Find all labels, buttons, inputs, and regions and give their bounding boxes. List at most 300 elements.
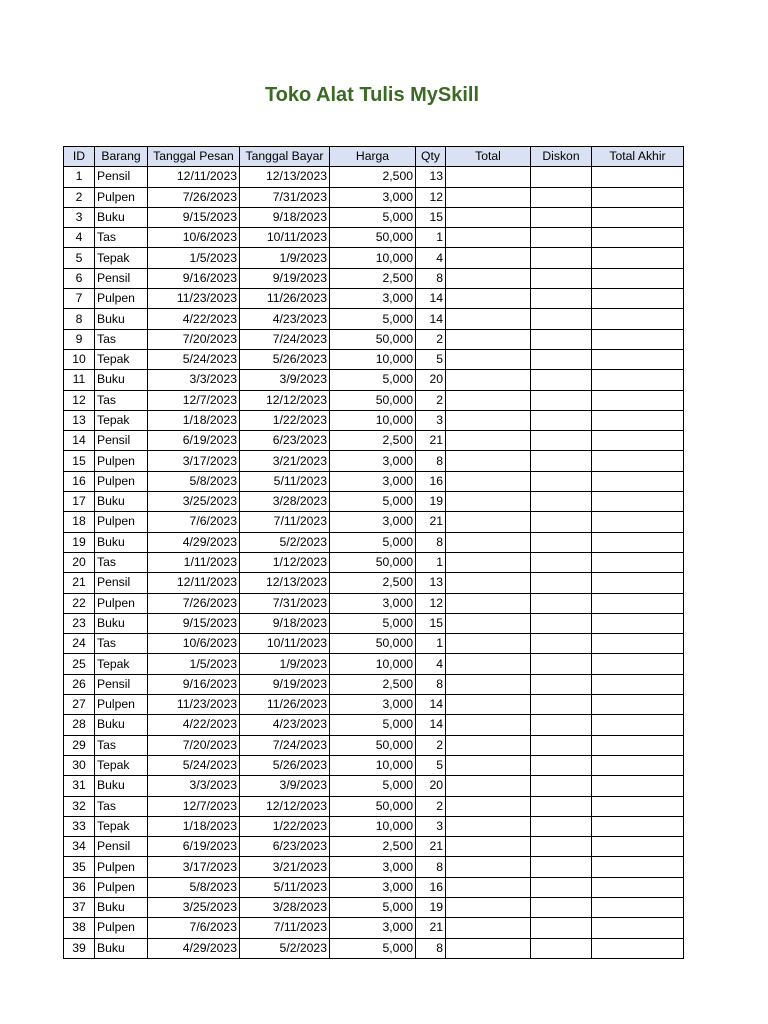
cell-tanggal-pesan[interactable]: 1/5/2023 [148, 248, 240, 268]
cell-tanggal-bayar[interactable]: 9/18/2023 [240, 613, 330, 633]
cell-diskon[interactable] [531, 329, 592, 349]
cell-qty[interactable]: 21 [416, 431, 446, 451]
cell-tanggal-pesan[interactable]: 11/23/2023 [148, 695, 240, 715]
cell-id[interactable]: 21 [64, 573, 95, 593]
cell-harga[interactable]: 10,000 [330, 816, 416, 836]
cell-tanggal-bayar[interactable]: 7/11/2023 [240, 918, 330, 938]
column-header-id[interactable]: ID [64, 147, 95, 167]
cell-tanggal-bayar[interactable]: 7/24/2023 [240, 735, 330, 755]
cell-total[interactable] [446, 857, 531, 877]
cell-tanggal-bayar[interactable]: 3/9/2023 [240, 370, 330, 390]
cell-diskon[interactable] [531, 634, 592, 654]
cell-tanggal-bayar[interactable]: 1/22/2023 [240, 410, 330, 430]
cell-total[interactable] [446, 248, 531, 268]
cell-tanggal-bayar[interactable]: 6/23/2023 [240, 837, 330, 857]
cell-total-akhir[interactable] [592, 776, 684, 796]
cell-barang[interactable]: Pulpen [95, 451, 148, 471]
cell-diskon[interactable] [531, 390, 592, 410]
cell-tanggal-pesan[interactable]: 12/11/2023 [148, 167, 240, 187]
cell-diskon[interactable] [531, 776, 592, 796]
cell-id[interactable]: 34 [64, 837, 95, 857]
cell-total-akhir[interactable] [592, 938, 684, 958]
cell-barang[interactable]: Buku [95, 776, 148, 796]
cell-id[interactable]: 29 [64, 735, 95, 755]
cell-tanggal-bayar[interactable]: 1/9/2023 [240, 654, 330, 674]
cell-diskon[interactable] [531, 593, 592, 613]
cell-tanggal-pesan[interactable]: 7/6/2023 [148, 918, 240, 938]
cell-tanggal-pesan[interactable]: 6/19/2023 [148, 431, 240, 451]
cell-id[interactable]: 25 [64, 654, 95, 674]
cell-qty[interactable]: 5 [416, 349, 446, 369]
cell-tanggal-bayar[interactable]: 5/26/2023 [240, 755, 330, 775]
cell-barang[interactable]: Buku [95, 309, 148, 329]
cell-barang[interactable]: Tepak [95, 654, 148, 674]
cell-id[interactable]: 12 [64, 390, 95, 410]
cell-tanggal-bayar[interactable]: 7/31/2023 [240, 187, 330, 207]
cell-tanggal-pesan[interactable]: 9/15/2023 [148, 207, 240, 227]
cell-tanggal-pesan[interactable]: 5/24/2023 [148, 755, 240, 775]
cell-barang[interactable]: Pensil [95, 268, 148, 288]
cell-qty[interactable]: 2 [416, 329, 446, 349]
cell-tanggal-pesan[interactable]: 9/16/2023 [148, 674, 240, 694]
cell-barang[interactable]: Tas [95, 796, 148, 816]
cell-qty[interactable]: 20 [416, 370, 446, 390]
cell-diskon[interactable] [531, 918, 592, 938]
cell-qty[interactable]: 13 [416, 573, 446, 593]
cell-total-akhir[interactable] [592, 816, 684, 836]
cell-barang[interactable]: Pensil [95, 167, 148, 187]
cell-total[interactable] [446, 715, 531, 735]
cell-tanggal-pesan[interactable]: 3/3/2023 [148, 370, 240, 390]
cell-qty[interactable]: 19 [416, 492, 446, 512]
cell-tanggal-bayar[interactable]: 3/28/2023 [240, 492, 330, 512]
cell-qty[interactable]: 14 [416, 715, 446, 735]
cell-qty[interactable]: 2 [416, 796, 446, 816]
cell-total[interactable] [446, 512, 531, 532]
cell-id[interactable]: 18 [64, 512, 95, 532]
cell-diskon[interactable] [531, 796, 592, 816]
cell-barang[interactable]: Buku [95, 370, 148, 390]
cell-qty[interactable]: 2 [416, 390, 446, 410]
cell-total-akhir[interactable] [592, 167, 684, 187]
cell-barang[interactable]: Pulpen [95, 471, 148, 491]
cell-qty[interactable]: 8 [416, 268, 446, 288]
cell-tanggal-bayar[interactable]: 7/24/2023 [240, 329, 330, 349]
cell-harga[interactable]: 2,500 [330, 837, 416, 857]
cell-qty[interactable]: 8 [416, 451, 446, 471]
cell-qty[interactable]: 21 [416, 837, 446, 857]
cell-tanggal-bayar[interactable]: 11/26/2023 [240, 695, 330, 715]
cell-total-akhir[interactable] [592, 918, 684, 938]
cell-tanggal-pesan[interactable]: 1/11/2023 [148, 552, 240, 572]
cell-total-akhir[interactable] [592, 248, 684, 268]
cell-id[interactable]: 38 [64, 918, 95, 938]
cell-total-akhir[interactable] [592, 634, 684, 654]
cell-total-akhir[interactable] [592, 552, 684, 572]
cell-total-akhir[interactable] [592, 674, 684, 694]
cell-diskon[interactable] [531, 512, 592, 532]
cell-harga[interactable]: 3,000 [330, 857, 416, 877]
cell-total[interactable] [446, 613, 531, 633]
cell-harga[interactable]: 3,000 [330, 187, 416, 207]
cell-barang[interactable]: Tas [95, 390, 148, 410]
cell-barang[interactable]: Buku [95, 492, 148, 512]
cell-id[interactable]: 4 [64, 228, 95, 248]
cell-barang[interactable]: Pulpen [95, 289, 148, 309]
cell-id[interactable]: 15 [64, 451, 95, 471]
cell-tanggal-bayar[interactable]: 5/26/2023 [240, 349, 330, 369]
cell-tanggal-bayar[interactable]: 10/11/2023 [240, 634, 330, 654]
cell-total-akhir[interactable] [592, 877, 684, 897]
cell-harga[interactable]: 3,000 [330, 451, 416, 471]
cell-barang[interactable]: Pulpen [95, 877, 148, 897]
cell-tanggal-pesan[interactable]: 5/24/2023 [148, 349, 240, 369]
cell-tanggal-bayar[interactable]: 5/2/2023 [240, 938, 330, 958]
cell-total[interactable] [446, 309, 531, 329]
cell-total[interactable] [446, 695, 531, 715]
cell-barang[interactable]: Buku [95, 613, 148, 633]
cell-harga[interactable]: 10,000 [330, 410, 416, 430]
cell-barang[interactable]: Tas [95, 552, 148, 572]
cell-barang[interactable]: Pensil [95, 431, 148, 451]
cell-qty[interactable]: 12 [416, 187, 446, 207]
cell-barang[interactable]: Pulpen [95, 857, 148, 877]
cell-tanggal-bayar[interactable]: 1/9/2023 [240, 248, 330, 268]
column-header-total[interactable]: Total [446, 147, 531, 167]
cell-total[interactable] [446, 877, 531, 897]
cell-harga[interactable]: 5,000 [330, 207, 416, 227]
cell-barang[interactable]: Buku [95, 938, 148, 958]
cell-id[interactable]: 17 [64, 492, 95, 512]
cell-total-akhir[interactable] [592, 735, 684, 755]
cell-diskon[interactable] [531, 877, 592, 897]
cell-id[interactable]: 1 [64, 167, 95, 187]
cell-total-akhir[interactable] [592, 695, 684, 715]
cell-qty[interactable]: 15 [416, 613, 446, 633]
cell-total-akhir[interactable] [592, 492, 684, 512]
cell-barang[interactable]: Pulpen [95, 918, 148, 938]
column-header-total-akhir[interactable]: Total Akhir [592, 147, 684, 167]
cell-barang[interactable]: Pulpen [95, 512, 148, 532]
cell-total[interactable] [446, 897, 531, 917]
cell-id[interactable]: 10 [64, 349, 95, 369]
cell-diskon[interactable] [531, 755, 592, 775]
cell-total[interactable] [446, 573, 531, 593]
cell-id[interactable]: 11 [64, 370, 95, 390]
cell-total-akhir[interactable] [592, 431, 684, 451]
cell-total[interactable] [446, 532, 531, 552]
cell-qty[interactable]: 1 [416, 634, 446, 654]
cell-total[interactable] [446, 837, 531, 857]
cell-id[interactable]: 14 [64, 431, 95, 451]
cell-qty[interactable]: 1 [416, 228, 446, 248]
cell-total[interactable] [446, 471, 531, 491]
cell-diskon[interactable] [531, 248, 592, 268]
cell-total[interactable] [446, 390, 531, 410]
cell-barang[interactable]: Buku [95, 897, 148, 917]
cell-total[interactable] [446, 207, 531, 227]
cell-harga[interactable]: 2,500 [330, 573, 416, 593]
cell-id[interactable]: 30 [64, 755, 95, 775]
cell-qty[interactable]: 8 [416, 857, 446, 877]
cell-total-akhir[interactable] [592, 289, 684, 309]
cell-id[interactable]: 9 [64, 329, 95, 349]
cell-qty[interactable]: 15 [416, 207, 446, 227]
cell-total-akhir[interactable] [592, 349, 684, 369]
cell-harga[interactable]: 3,000 [330, 289, 416, 309]
cell-tanggal-pesan[interactable]: 3/3/2023 [148, 776, 240, 796]
cell-total-akhir[interactable] [592, 309, 684, 329]
cell-id[interactable]: 2 [64, 187, 95, 207]
cell-harga[interactable]: 3,000 [330, 918, 416, 938]
cell-id[interactable]: 20 [64, 552, 95, 572]
cell-total-akhir[interactable] [592, 228, 684, 248]
cell-qty[interactable]: 3 [416, 410, 446, 430]
cell-tanggal-pesan[interactable]: 7/26/2023 [148, 187, 240, 207]
cell-id[interactable]: 5 [64, 248, 95, 268]
cell-total-akhir[interactable] [592, 410, 684, 430]
cell-tanggal-bayar[interactable]: 3/21/2023 [240, 857, 330, 877]
cell-tanggal-pesan[interactable]: 9/15/2023 [148, 613, 240, 633]
cell-qty[interactable]: 21 [416, 512, 446, 532]
cell-tanggal-pesan[interactable]: 6/19/2023 [148, 837, 240, 857]
cell-tanggal-bayar[interactable]: 12/12/2023 [240, 796, 330, 816]
cell-qty[interactable]: 12 [416, 593, 446, 613]
cell-qty[interactable]: 16 [416, 471, 446, 491]
cell-id[interactable]: 24 [64, 634, 95, 654]
cell-total-akhir[interactable] [592, 613, 684, 633]
cell-total[interactable] [446, 329, 531, 349]
cell-harga[interactable]: 5,000 [330, 309, 416, 329]
cell-harga[interactable]: 50,000 [330, 796, 416, 816]
cell-id[interactable]: 6 [64, 268, 95, 288]
cell-tanggal-pesan[interactable]: 9/16/2023 [148, 268, 240, 288]
cell-qty[interactable]: 13 [416, 167, 446, 187]
cell-harga[interactable]: 5,000 [330, 776, 416, 796]
cell-harga[interactable]: 50,000 [330, 735, 416, 755]
cell-harga[interactable]: 3,000 [330, 593, 416, 613]
cell-harga[interactable]: 3,000 [330, 877, 416, 897]
cell-tanggal-pesan[interactable]: 7/6/2023 [148, 512, 240, 532]
cell-harga[interactable]: 5,000 [330, 613, 416, 633]
cell-qty[interactable]: 3 [416, 816, 446, 836]
cell-harga[interactable]: 3,000 [330, 695, 416, 715]
cell-diskon[interactable] [531, 695, 592, 715]
cell-diskon[interactable] [531, 816, 592, 836]
cell-total-akhir[interactable] [592, 390, 684, 410]
cell-total[interactable] [446, 431, 531, 451]
cell-total[interactable] [446, 755, 531, 775]
cell-barang[interactable]: Tas [95, 228, 148, 248]
cell-diskon[interactable] [531, 370, 592, 390]
cell-total[interactable] [446, 735, 531, 755]
cell-tanggal-pesan[interactable]: 1/5/2023 [148, 654, 240, 674]
cell-diskon[interactable] [531, 349, 592, 369]
cell-total[interactable] [446, 268, 531, 288]
cell-harga[interactable]: 3,000 [330, 512, 416, 532]
cell-qty[interactable]: 14 [416, 289, 446, 309]
cell-barang[interactable]: Tepak [95, 755, 148, 775]
cell-total-akhir[interactable] [592, 187, 684, 207]
cell-barang[interactable]: Tepak [95, 248, 148, 268]
cell-harga[interactable]: 5,000 [330, 532, 416, 552]
column-header-tanggal-pesan[interactable]: Tanggal Pesan [148, 147, 240, 167]
cell-id[interactable]: 33 [64, 816, 95, 836]
cell-harga[interactable]: 5,000 [330, 897, 416, 917]
cell-total-akhir[interactable] [592, 593, 684, 613]
column-header-qty[interactable]: Qty [416, 147, 446, 167]
cell-diskon[interactable] [531, 573, 592, 593]
cell-diskon[interactable] [531, 167, 592, 187]
cell-diskon[interactable] [531, 492, 592, 512]
cell-barang[interactable]: Buku [95, 532, 148, 552]
cell-qty[interactable]: 4 [416, 654, 446, 674]
cell-id[interactable]: 16 [64, 471, 95, 491]
cell-tanggal-bayar[interactable]: 5/2/2023 [240, 532, 330, 552]
cell-harga[interactable]: 5,000 [330, 715, 416, 735]
cell-qty[interactable]: 2 [416, 735, 446, 755]
cell-diskon[interactable] [531, 471, 592, 491]
cell-tanggal-pesan[interactable]: 1/18/2023 [148, 410, 240, 430]
cell-qty[interactable]: 20 [416, 776, 446, 796]
cell-tanggal-pesan[interactable]: 4/22/2023 [148, 715, 240, 735]
cell-barang[interactable]: Pensil [95, 837, 148, 857]
column-header-harga[interactable]: Harga [330, 147, 416, 167]
cell-barang[interactable]: Tepak [95, 410, 148, 430]
cell-harga[interactable]: 10,000 [330, 349, 416, 369]
cell-id[interactable]: 7 [64, 289, 95, 309]
cell-tanggal-pesan[interactable]: 3/25/2023 [148, 897, 240, 917]
cell-total[interactable] [446, 634, 531, 654]
cell-qty[interactable]: 5 [416, 755, 446, 775]
cell-total-akhir[interactable] [592, 755, 684, 775]
cell-qty[interactable]: 16 [416, 877, 446, 897]
cell-qty[interactable]: 14 [416, 695, 446, 715]
cell-id[interactable]: 26 [64, 674, 95, 694]
cell-harga[interactable]: 5,000 [330, 370, 416, 390]
cell-total-akhir[interactable] [592, 512, 684, 532]
cell-diskon[interactable] [531, 837, 592, 857]
cell-tanggal-pesan[interactable]: 11/23/2023 [148, 289, 240, 309]
cell-total[interactable] [446, 451, 531, 471]
cell-total-akhir[interactable] [592, 796, 684, 816]
cell-diskon[interactable] [531, 897, 592, 917]
cell-tanggal-pesan[interactable]: 10/6/2023 [148, 228, 240, 248]
cell-diskon[interactable] [531, 938, 592, 958]
cell-qty[interactable]: 8 [416, 674, 446, 694]
cell-tanggal-bayar[interactable]: 3/21/2023 [240, 451, 330, 471]
cell-tanggal-pesan[interactable]: 10/6/2023 [148, 634, 240, 654]
cell-total-akhir[interactable] [592, 573, 684, 593]
cell-total[interactable] [446, 289, 531, 309]
cell-qty[interactable]: 8 [416, 938, 446, 958]
cell-tanggal-bayar[interactable]: 4/23/2023 [240, 715, 330, 735]
cell-total-akhir[interactable] [592, 268, 684, 288]
cell-diskon[interactable] [531, 309, 592, 329]
cell-diskon[interactable] [531, 289, 592, 309]
cell-tanggal-pesan[interactable]: 5/8/2023 [148, 877, 240, 897]
cell-total[interactable] [446, 593, 531, 613]
cell-total-akhir[interactable] [592, 471, 684, 491]
cell-harga[interactable]: 10,000 [330, 248, 416, 268]
cell-tanggal-bayar[interactable]: 9/19/2023 [240, 268, 330, 288]
cell-diskon[interactable] [531, 410, 592, 430]
cell-id[interactable]: 28 [64, 715, 95, 735]
cell-qty[interactable]: 14 [416, 309, 446, 329]
cell-diskon[interactable] [531, 228, 592, 248]
cell-total[interactable] [446, 492, 531, 512]
cell-harga[interactable]: 3,000 [330, 471, 416, 491]
cell-id[interactable]: 37 [64, 897, 95, 917]
cell-diskon[interactable] [531, 187, 592, 207]
cell-barang[interactable]: Tepak [95, 816, 148, 836]
cell-diskon[interactable] [531, 532, 592, 552]
column-header-barang[interactable]: Barang [95, 147, 148, 167]
cell-barang[interactable]: Tas [95, 329, 148, 349]
cell-id[interactable]: 39 [64, 938, 95, 958]
cell-total[interactable] [446, 228, 531, 248]
cell-total[interactable] [446, 816, 531, 836]
cell-tanggal-pesan[interactable]: 7/20/2023 [148, 329, 240, 349]
cell-harga[interactable]: 50,000 [330, 552, 416, 572]
cell-id[interactable]: 13 [64, 410, 95, 430]
cell-diskon[interactable] [531, 674, 592, 694]
cell-total[interactable] [446, 654, 531, 674]
cell-barang[interactable]: Pensil [95, 573, 148, 593]
cell-total[interactable] [446, 167, 531, 187]
cell-tanggal-pesan[interactable]: 3/17/2023 [148, 451, 240, 471]
cell-id[interactable]: 23 [64, 613, 95, 633]
cell-barang[interactable]: Pulpen [95, 187, 148, 207]
cell-barang[interactable]: Tas [95, 735, 148, 755]
cell-total-akhir[interactable] [592, 532, 684, 552]
cell-harga[interactable]: 50,000 [330, 390, 416, 410]
cell-harga[interactable]: 2,500 [330, 268, 416, 288]
cell-tanggal-bayar[interactable]: 10/11/2023 [240, 228, 330, 248]
cell-tanggal-pesan[interactable]: 5/8/2023 [148, 471, 240, 491]
cell-total-akhir[interactable] [592, 207, 684, 227]
cell-id[interactable]: 8 [64, 309, 95, 329]
cell-id[interactable]: 32 [64, 796, 95, 816]
cell-total[interactable] [446, 938, 531, 958]
cell-tanggal-pesan[interactable]: 7/26/2023 [148, 593, 240, 613]
cell-id[interactable]: 36 [64, 877, 95, 897]
cell-barang[interactable]: Tas [95, 634, 148, 654]
cell-tanggal-bayar[interactable]: 1/12/2023 [240, 552, 330, 572]
cell-harga[interactable]: 5,000 [330, 492, 416, 512]
cell-total[interactable] [446, 552, 531, 572]
cell-total[interactable] [446, 796, 531, 816]
cell-tanggal-bayar[interactable]: 12/13/2023 [240, 573, 330, 593]
cell-total[interactable] [446, 410, 531, 430]
cell-barang[interactable]: Pensil [95, 674, 148, 694]
cell-diskon[interactable] [531, 654, 592, 674]
cell-total-akhir[interactable] [592, 654, 684, 674]
cell-qty[interactable]: 21 [416, 918, 446, 938]
cell-total[interactable] [446, 370, 531, 390]
cell-tanggal-bayar[interactable]: 9/18/2023 [240, 207, 330, 227]
cell-tanggal-pesan[interactable]: 3/25/2023 [148, 492, 240, 512]
cell-tanggal-bayar[interactable]: 6/23/2023 [240, 431, 330, 451]
cell-qty[interactable]: 4 [416, 248, 446, 268]
cell-qty[interactable]: 8 [416, 532, 446, 552]
cell-tanggal-pesan[interactable]: 12/7/2023 [148, 796, 240, 816]
cell-id[interactable]: 27 [64, 695, 95, 715]
cell-tanggal-bayar[interactable]: 5/11/2023 [240, 471, 330, 491]
cell-total[interactable] [446, 187, 531, 207]
cell-harga[interactable]: 5,000 [330, 938, 416, 958]
cell-diskon[interactable] [531, 207, 592, 227]
